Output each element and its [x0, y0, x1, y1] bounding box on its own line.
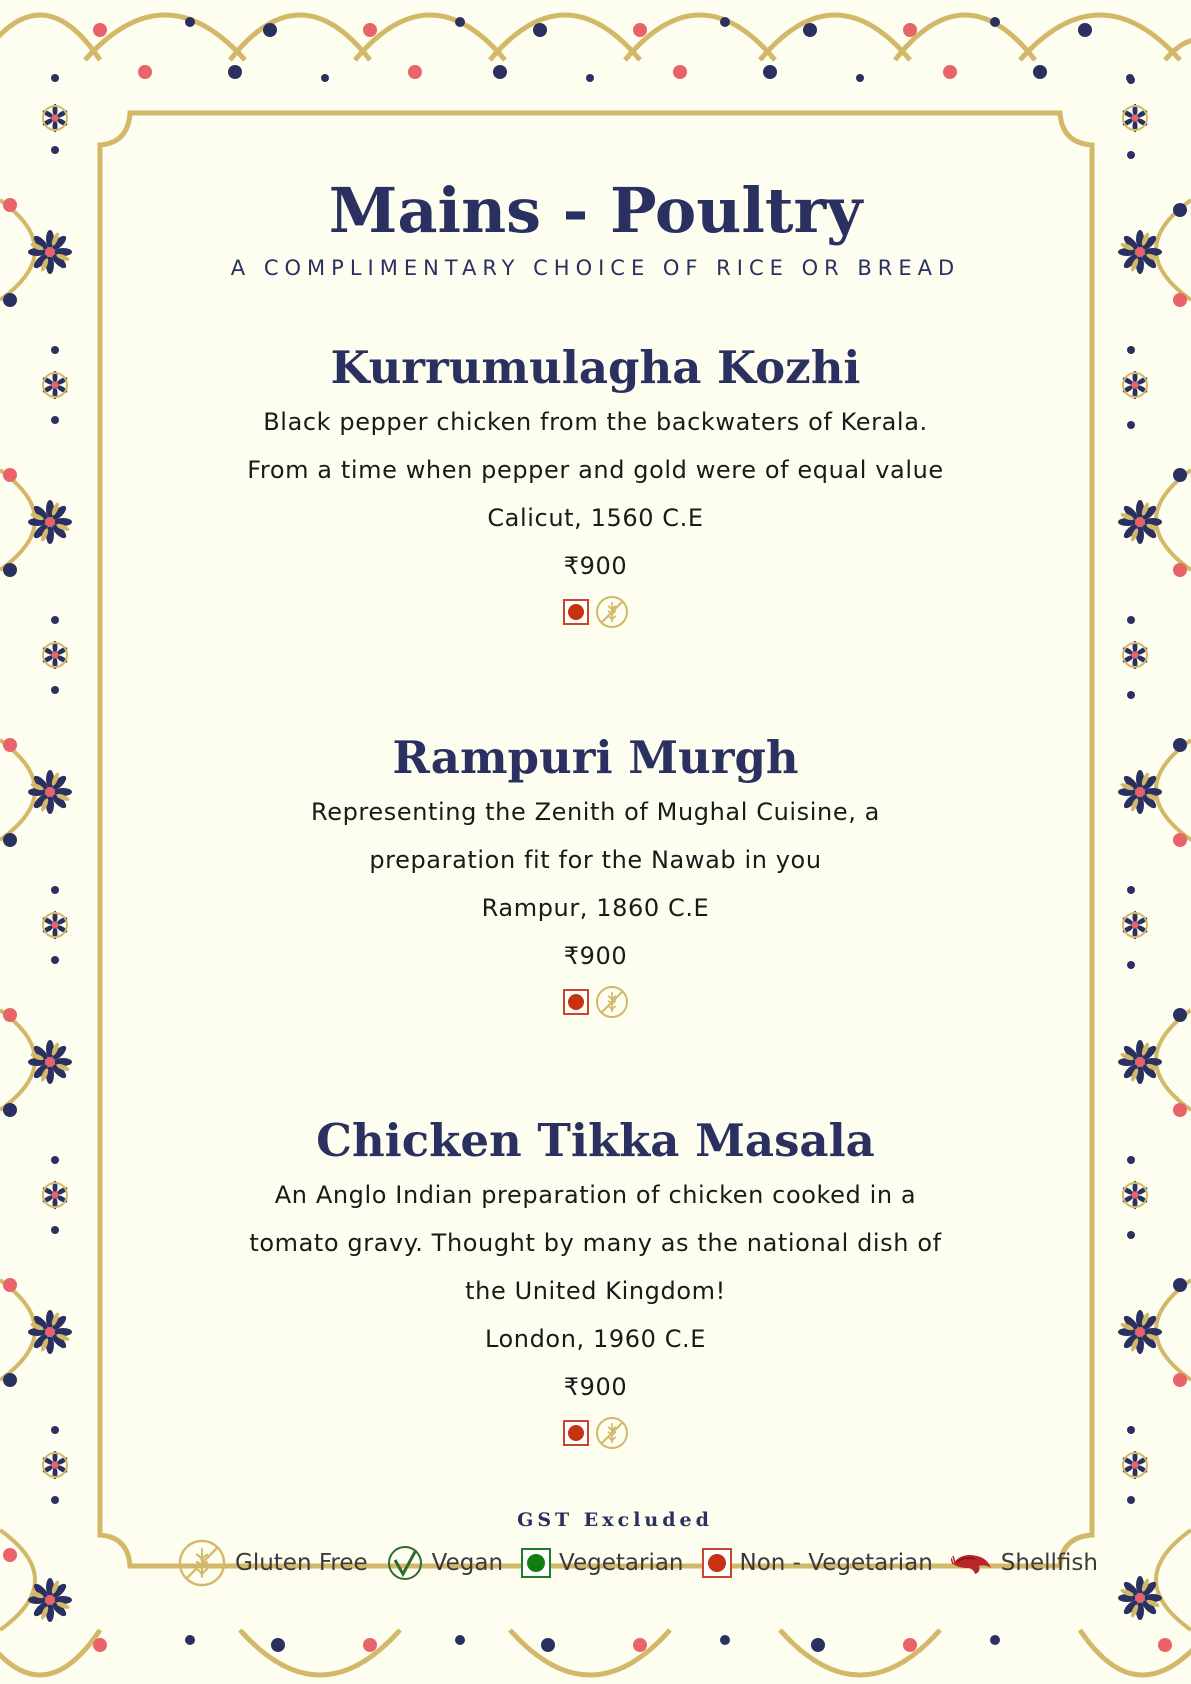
dish-name: Rampuri Murgh	[392, 731, 799, 784]
shellfish-icon	[951, 1548, 993, 1578]
dish-description: preparation fit for the Nawab in you	[369, 846, 822, 874]
legend-label: Shellfish	[1000, 1550, 1098, 1576]
dish-origin: London, 1960 C.E	[484, 1325, 707, 1353]
vegan-icon	[386, 1544, 424, 1582]
legend-item-shellfish	[951, 1548, 1098, 1578]
dietary-icons	[0, 592, 1191, 632]
dish-name: Kurrumulagha Kozhi	[330, 341, 861, 394]
gluten-free-icon	[595, 1416, 629, 1450]
dish-price: ₹900	[563, 552, 628, 580]
legend-item-vegetarian	[521, 1548, 683, 1578]
dish-description: Black pepper chicken from the backwaters of Kerala.	[263, 408, 928, 436]
dish-description: tomato gravy. Thought by many as the national dish of	[249, 1229, 942, 1257]
menu-item	[0, 338, 1191, 632]
menu-item	[0, 728, 1191, 1022]
dietary-icons	[0, 982, 1191, 1022]
dish-description: From a time when pepper and gold were of equal value	[247, 456, 944, 484]
non-vegetarian-icon	[702, 1548, 732, 1578]
legend-label: Non - Vegetarian	[739, 1550, 933, 1576]
legend-label: Vegetarian	[559, 1550, 684, 1576]
gluten-free-icon	[595, 985, 629, 1019]
dietary-icons	[0, 1413, 1191, 1453]
gst-note: GST Excluded	[517, 1509, 713, 1531]
dish-price: ₹900	[563, 1373, 628, 1401]
dietary-legend	[177, 1535, 1108, 1591]
vegetarian-icon	[521, 1548, 551, 1578]
non-vegetarian-icon	[563, 599, 589, 625]
legend-item-vegan	[386, 1544, 503, 1582]
dish-name: Chicken Tikka Masala	[316, 1114, 875, 1167]
legend-item-non-vegetarian	[702, 1548, 933, 1578]
non-vegetarian-icon	[563, 989, 589, 1015]
dish-description: Representing the Zenith of Mughal Cuisine, a	[311, 798, 880, 826]
legend-label: Gluten Free	[235, 1550, 368, 1576]
page-title: Mains - Poultry	[328, 174, 863, 247]
page-subtitle: A COMPLIMENTARY CHOICE OF RICE OR BREAD	[230, 256, 961, 280]
legend-item-gluten-free	[177, 1538, 368, 1588]
legend-label: Vegan	[431, 1550, 504, 1576]
dish-price: ₹900	[563, 942, 628, 970]
menu-item	[0, 1111, 1191, 1453]
dish-origin: Calicut, 1560 C.E	[487, 504, 704, 532]
dish-description: the United Kingdom!	[465, 1277, 726, 1305]
dish-description: An Anglo Indian preparation of chicken cooked in a	[274, 1181, 917, 1209]
dish-origin: Rampur, 1860 C.E	[481, 894, 710, 922]
non-vegetarian-icon	[563, 1420, 589, 1446]
gluten-free-icon	[595, 595, 629, 629]
gluten-free-icon	[177, 1538, 227, 1588]
